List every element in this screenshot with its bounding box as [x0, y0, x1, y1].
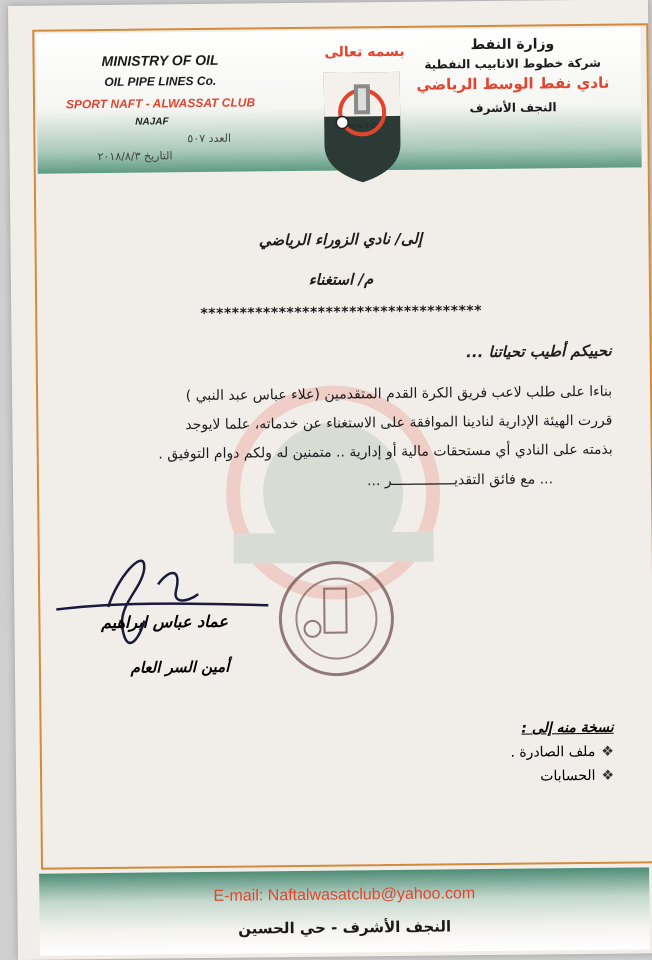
body-line: بناءا على طلب لاعب فريق الكرة القدم المتقدمين (علاء عباس عبد النبي ) [185, 383, 613, 405]
closing-line: ... مع فائق التقديـــــــــــــــر ... [366, 471, 554, 490]
copies-section [414, 720, 615, 786]
copy-item: ❖ملف الصادرة . [510, 743, 614, 761]
copy-item: ❖الحسابات [540, 767, 615, 785]
letter-footer [39, 867, 650, 955]
greeting-line: نحييكم أطيب تحياتنا ... [466, 341, 612, 362]
ministry-name-ar: وزارة النفط [470, 36, 555, 54]
company-name-en: OIL PIPE LINES Co. [104, 73, 217, 89]
footer-email: E-mail: Naftalwasatclub@yahoo.com [213, 885, 476, 905]
body-line: قررت الهيئة الإدارية لنادينا الموافقة على الاستغناء عن خدماته، علما لايوجد [185, 412, 613, 434]
signatory-name: عماد عباس ابراهيم [100, 611, 228, 633]
recipient-line: إلى/ نادي الزوراء الرياضي [258, 229, 423, 250]
subject-line: م/ استغناء [308, 270, 374, 289]
basmala: بسمه تعالى [324, 43, 405, 61]
city-name-en: NAJAF [135, 116, 169, 128]
bullet-icon: ❖ [601, 767, 615, 784]
bullet-icon: ❖ [601, 743, 614, 760]
copies-heading: نسخة منه إلى : [521, 719, 614, 737]
city-name-ar: النجف الأشرف [469, 100, 557, 116]
arabic-letterhead [402, 36, 623, 116]
official-stamp-icon [276, 558, 397, 679]
company-name-ar: شركة خطوط الانابيب النفطية [424, 55, 601, 72]
body-line: بذمته على النادي أي مستحقات مالية أو إدارية .. متمنين له ولكم دوام التوفيق . [158, 441, 613, 463]
letter-body [72, 378, 627, 500]
separator-line: ************************************ [200, 303, 483, 323]
english-letterhead [53, 51, 269, 128]
svg-text:W N S C: W N S C [348, 123, 376, 131]
signatory-title: أمين السر العام [130, 657, 230, 677]
club-name-ar: نادي نفط الوسط الرياضي [416, 73, 610, 94]
ministry-name-en: MINISTRY OF OIL [101, 51, 219, 70]
letterhead [36, 27, 641, 173]
letter-paper [8, 0, 652, 960]
reference-number: العدد ٥٠٧ [187, 131, 232, 146]
footer-address: النجف الأشرف - حي الحسين [238, 917, 452, 938]
club-logo-icon [320, 66, 405, 185]
club-name-en: SPORT NAFT - ALWASSAT CLUB [65, 95, 256, 112]
reference-date: التاريخ ٢٠١٨/٨/٣ [97, 149, 173, 164]
